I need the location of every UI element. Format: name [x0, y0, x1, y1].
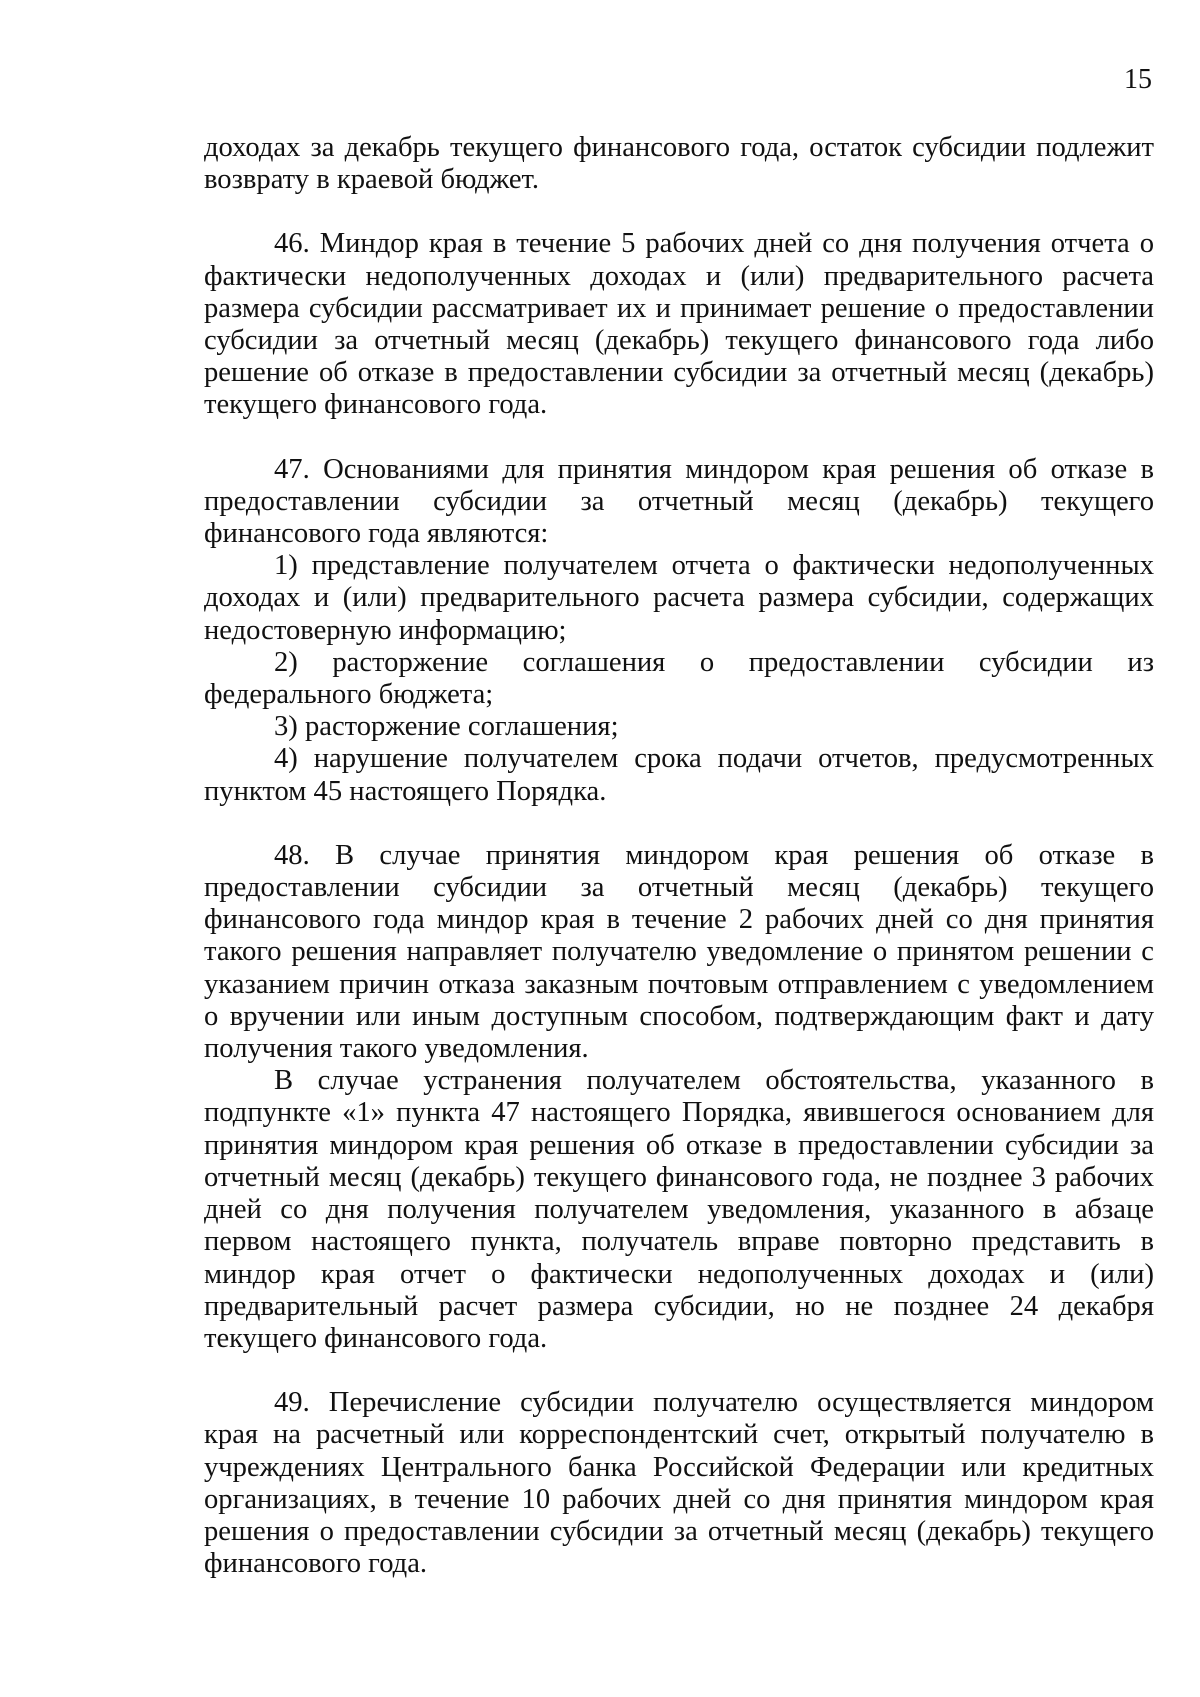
list-item-47-2: 2) расторжение соглашения о предоставлении субсидии из федерального бюджета; [204, 646, 1154, 711]
document-body [204, 132, 1154, 1580]
paragraph-gap [204, 808, 1154, 840]
paragraph-gap [204, 1355, 1154, 1387]
paragraph-continuation: доходах за декабрь текущего финансового года, остаток субсидии подлежит возврату в краевой бюджет. [204, 132, 1154, 196]
paragraph-gap [204, 196, 1154, 228]
paragraph-48-second: В случае устранения получателем обстоятельства, указанного в подпункте «1» пункта 47 настоящего Порядка, явившегося основанием для принятия миндором края решения об отказе в предоставлении субсидии за отчетный месяц (декабрь) текущего финансового года, не позднее 3 рабочих дней со дня получения получателем уведомления, указанного в абзаце первом настоящего пункта, получатель вправе повторно представить в миндор края отчет о фактически недополученных доходах и (или) предварительный расчет размера субсидии, но не позднее 24 декабря текущего финансового года. [204, 1065, 1154, 1354]
list-item-47-3: 3) расторжение соглашения; [274, 711, 619, 743]
paragraph-46: 46. Миндор края в течение 5 рабочих дней со дня получения отчета о фактически недополученных доходах и (или) предварительного расчета размера субсидии рассматривает их и принимает решение о предоставлении субсидии за отчетный месяц (декабрь) текущего финансового года либо решение об отказе в предоставлении субсидии за отчетный месяц (декабрь) текущего финансового года. [204, 228, 1154, 421]
list-item-47-1: 1) представление получателем отчета о фактически недополученных доходах и (или) предварительного расчета размера субсидии, содержащих недостоверную информацию; [204, 550, 1154, 646]
page-number: 15 [1124, 64, 1152, 95]
paragraph-49: 49. Перечисление субсидии получателю осуществляется миндором края на расчетный или корреспондентский счет, открытый получателю в учреждениях Центрального банка Российской Федерации или кредитных организациях, в течение 10 рабочих дней со дня принятия миндором края решения о предоставлении субсидии за отчетный месяц (декабрь) текущего финансового года. [204, 1387, 1154, 1580]
list-item-47-4: 4) нарушение получателем срока подачи отчетов, предусмотренных пунктом 45 настоящего Порядка. [204, 743, 1154, 807]
paragraph-47: 47. Основаниями для принятия миндором края решения об отказе в предоставлении субсидии за отчетный месяц (декабрь) текущего финансового года являются: [204, 453, 1154, 550]
paragraph-48: 48. В случае принятия миндором края решения об отказе в предоставлении субсидии за отчетный месяц (декабрь) текущего финансового года миндор края в течение 2 рабочих дней со дня принятия такого решения направляет получателю уведомление о принятом решении с указанием причин отказа заказным почтовым отправлением с уведомлением о вручении или иным доступным способом, подтверждающим факт и дату получения такого уведомления. [204, 839, 1154, 1065]
paragraph-gap [204, 422, 1154, 454]
